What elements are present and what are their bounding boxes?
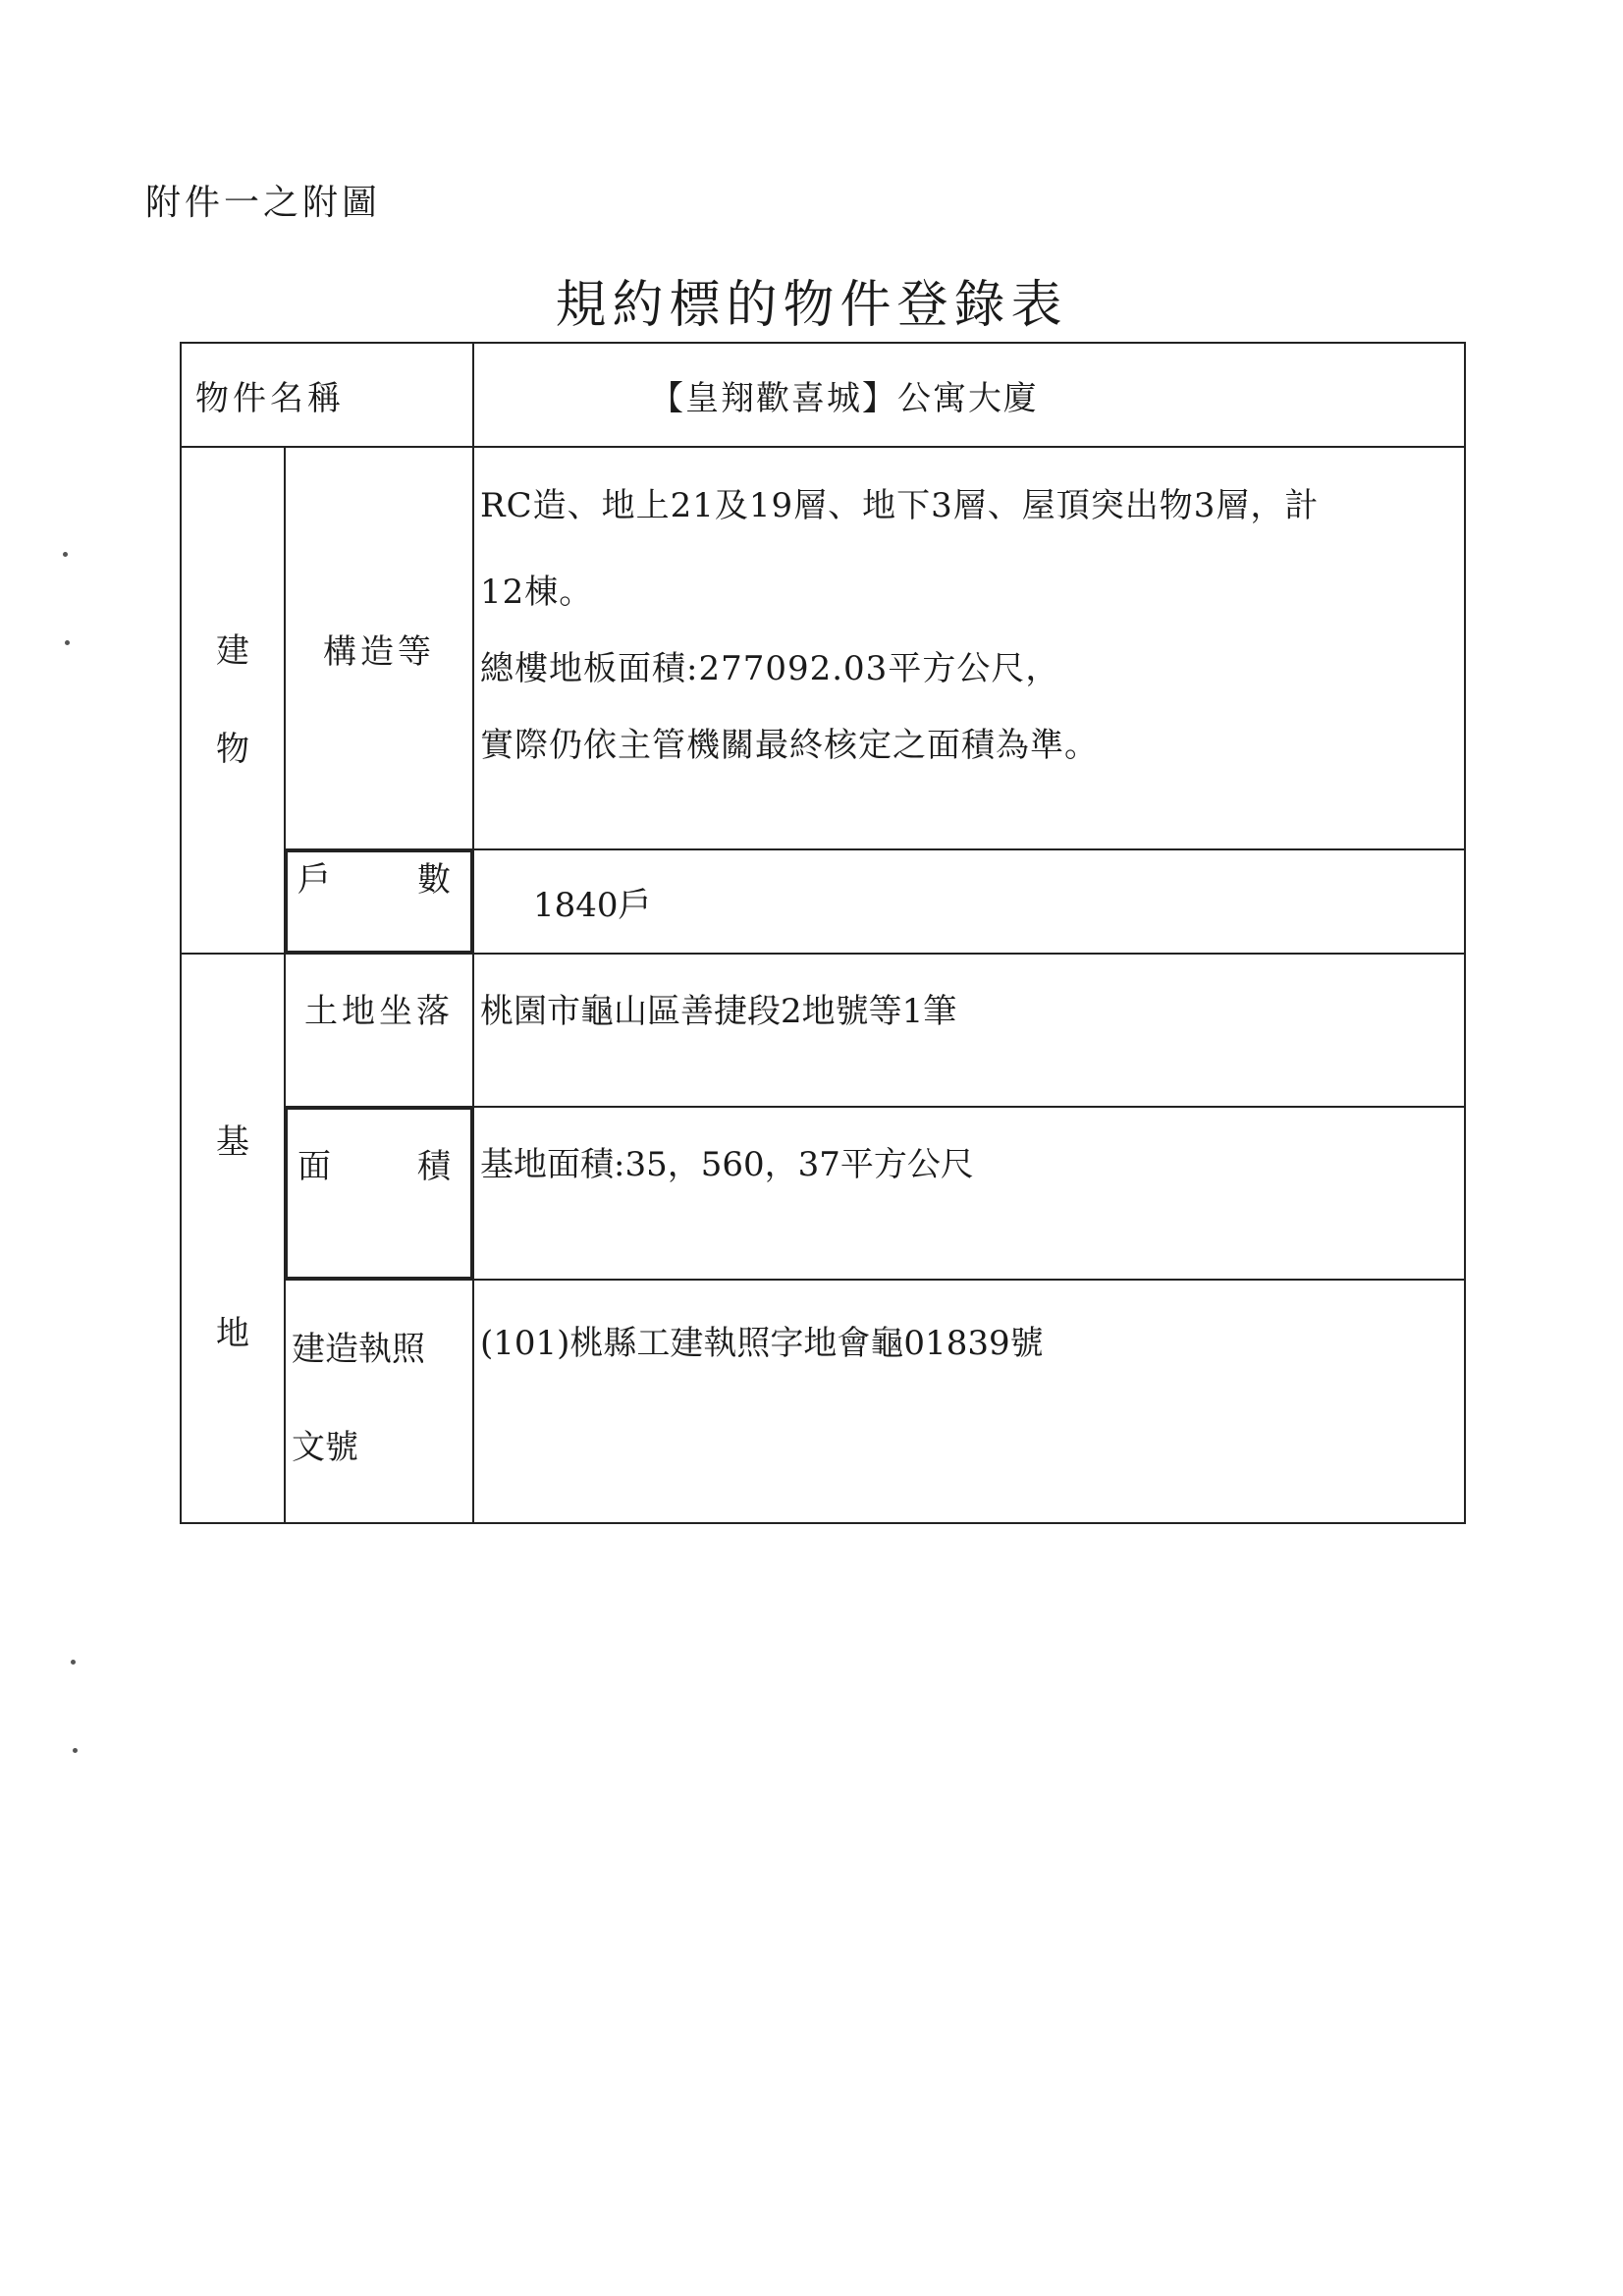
structure-line: 總樓地板面積:277092.03平方公尺， (480, 649, 1060, 688)
structure-line: 實際仍依主管機關最終核定之面積為準。 (480, 726, 1099, 765)
land-label: 土地坐落 (285, 954, 473, 1107)
building-group-label (181, 447, 285, 954)
object-name-value: 【皇翔歡喜城】公寓大廈 (473, 343, 1465, 447)
permit-label-line: 建造執照 (292, 1330, 425, 1369)
structure-label: 構造等 (285, 447, 473, 849)
area-label-char: 積 (417, 1147, 451, 1186)
scan-speck (71, 1660, 76, 1665)
base-group-label (181, 954, 285, 1523)
permit-label (285, 1280, 473, 1523)
annex-label: 附件一之附圖 (145, 183, 382, 223)
building-group-char: 物 (216, 730, 249, 769)
units-label-char: 數 (417, 860, 451, 900)
structure-row (181, 447, 1465, 849)
units-row (181, 849, 1465, 954)
document-title: 規約標的物件登錄表 (555, 276, 1068, 335)
scan-speck (63, 552, 68, 557)
area-row (181, 1107, 1465, 1280)
scan-speck (73, 1748, 78, 1753)
land-value: 桃園市龜山區善捷段2地號等1筆 (473, 954, 1465, 1107)
area-label-char: 面 (298, 1147, 331, 1186)
scan-speck (65, 640, 70, 645)
units-label-char: 戶 (298, 860, 331, 900)
area-value: 基地面積:35，560，37平方公尺 (473, 1107, 1465, 1280)
permit-row (181, 1280, 1465, 1523)
object-name-label: 物件名稱 (181, 343, 473, 447)
base-group-char: 地 (216, 1314, 249, 1353)
permit-value: (101)桃縣工建執照字地會龜01839號 (473, 1280, 1465, 1523)
structure-value (473, 447, 1465, 849)
land-row (181, 954, 1465, 1107)
units-value: 1840戶 (473, 849, 1465, 954)
registration-table (180, 342, 1466, 1524)
units-label (286, 850, 472, 953)
building-group-char: 建 (216, 631, 249, 671)
permit-label-line: 文號 (292, 1428, 358, 1467)
structure-line: RC造、地上21及19層、地下3層、屋頂突出物3層，計 (480, 486, 1320, 525)
base-group-char: 基 (216, 1122, 249, 1162)
area-label (286, 1108, 472, 1279)
object-name-row (181, 343, 1465, 447)
structure-line: 12棟。 (480, 573, 594, 612)
